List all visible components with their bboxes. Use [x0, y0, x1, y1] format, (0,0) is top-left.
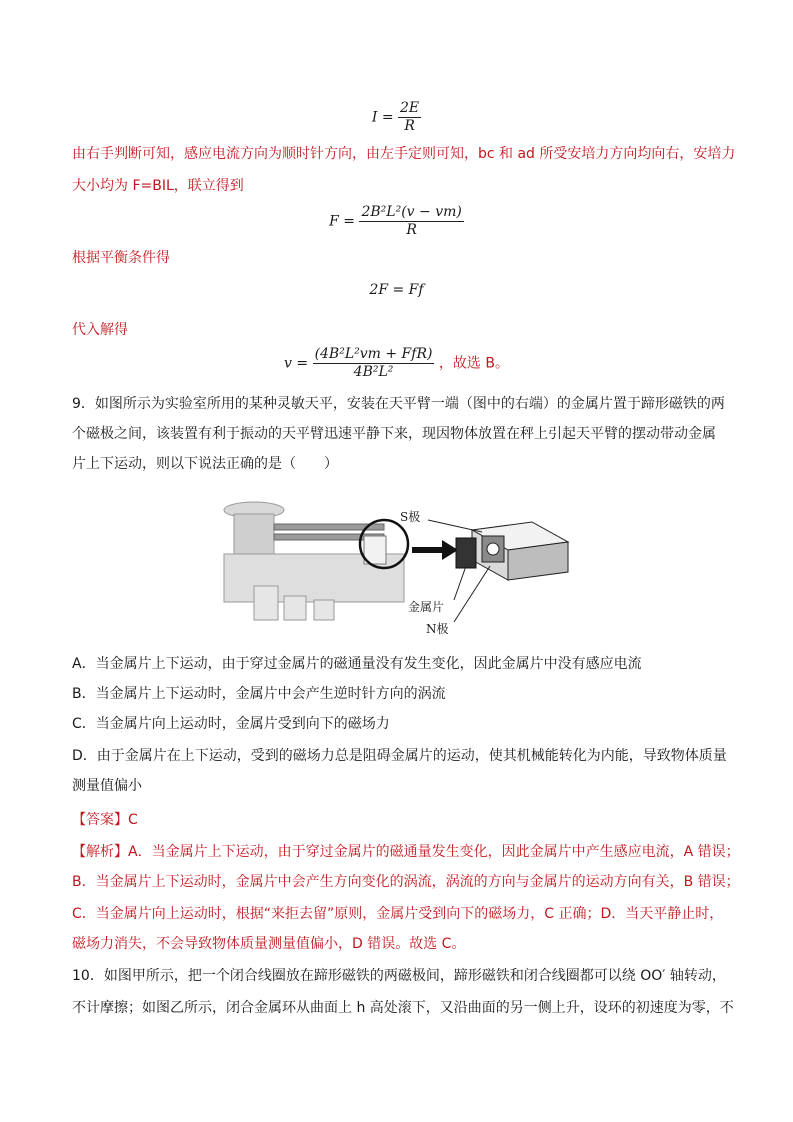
formula-force-lhs: F =	[329, 213, 356, 230]
q10-stem-line1: 10．如图甲所示，把一个闭合线圈放在蹄形磁铁的两磁极间，蹄形磁铁和闭合线圈都可以绕 OO′ 轴转动，	[72, 968, 726, 984]
paragraph-force: 大小均为 F=BIL，联立得到	[72, 178, 244, 194]
q9-option-a: A．当金属片上下运动，由于穿过金属片的磁通量没有发生变化，因此金属片中没有感应电流	[72, 656, 642, 672]
formula-force-den: R	[406, 222, 417, 238]
q9-analysis-line3: C．当金属片向上运动时，根据“来拒去留”原则，金属片受到向下的磁场力，C 正确；D．当天平静止时，	[72, 906, 724, 922]
formula-velocity-fraction	[313, 346, 435, 381]
n-pole-label: N极	[426, 622, 449, 636]
q9-answer: 【答案】C	[72, 812, 138, 828]
horseshoe-magnet-icon	[456, 522, 568, 580]
q9-figure	[214, 496, 574, 636]
formula-current-lhs: I =	[371, 109, 394, 126]
arrow-right-icon	[412, 540, 458, 560]
paragraph-solve: 代入解得	[72, 322, 128, 338]
q9-option-d-cont: 测量值偏小	[72, 778, 142, 794]
formula-force-fraction	[359, 204, 463, 239]
formula-force-num: 2B²L²(v − vm)	[361, 204, 462, 220]
paragraph-balance: 根据平衡条件得	[72, 250, 170, 266]
metal-pointer	[454, 566, 466, 600]
q9-option-b: B．当金属片上下运动时，金属片中会产生逆时针方向的涡流	[72, 686, 446, 702]
q9-option-c: C．当金属片向上运动时，金属片受到向下的磁场力	[72, 716, 390, 732]
formula-velocity-num: (4B²L²vm + FfR)	[314, 346, 433, 362]
formula-current-num: 2E	[400, 100, 420, 116]
q9-analysis-line1: 【解析】A．当金属片上下运动，由于穿过金属片的磁通量发生变化，因此金属片中产生感应电流，A 错误；	[72, 844, 740, 860]
q10-stem-line2: 不计摩擦；如图乙所示，闭合金属环从曲面上 h 高处滚下，又沿曲面的另一侧上升，设环的初速度为零，不	[72, 1000, 734, 1016]
formula-velocity-tail: ，故选 B。	[438, 355, 509, 372]
formula-current-fraction	[398, 100, 421, 135]
s-pole-pointer	[428, 520, 482, 532]
formula-force	[0, 204, 793, 239]
formula-current	[0, 100, 793, 135]
formula-balance: 2F = Ff	[369, 282, 424, 298]
formula-current-den: R	[404, 118, 415, 134]
n-pole-pointer	[454, 566, 490, 622]
q9-stem-line3: 片上下运动，则以下说法正确的是（ ）	[72, 456, 338, 472]
s-pole-label: S极	[400, 510, 421, 524]
q9-analysis-line2: B．当金属片上下运动时，金属片中会产生方向变化的涡流，涡流的方向与金属片的运动方向有关，B 错误；	[72, 874, 740, 890]
q9-stem-line1: 9．如图所示为实验室所用的某种灵敏天平，安装在天平臂一端（图中的右端）的金属片置于蹄形磁铁的两	[72, 396, 725, 412]
formula-velocity	[0, 346, 793, 381]
paragraph-right-hand: 由右手判断可知，感应电流方向为顺时针方向，由左手定则可知，bc 和 ad 所受安培力方向均向右，安培力	[72, 146, 736, 162]
q9-analysis-line4: 磁场力消失，不会导致物体质量测量值偏小，D 错误。故选 C。	[72, 936, 466, 952]
q9-option-d: D．由于金属片在上下运动，受到的磁场力总是阻碍金属片的运动，使其机械能转化为内能，导致物体质量	[72, 748, 727, 764]
balance-scale-icon	[224, 502, 404, 620]
formula-velocity-den: 4B²L²	[353, 364, 394, 380]
metal-sheet-label: 金属片	[408, 600, 445, 614]
formula-velocity-lhs: v =	[284, 355, 309, 372]
balance-magnet-illustration	[214, 496, 574, 636]
q9-stem-line2: 个磁极之间，该装置有利于振动的天平臂迅速平静下来，现因物体放置在秤上引起天平臂的摆动带动金属	[72, 426, 716, 442]
